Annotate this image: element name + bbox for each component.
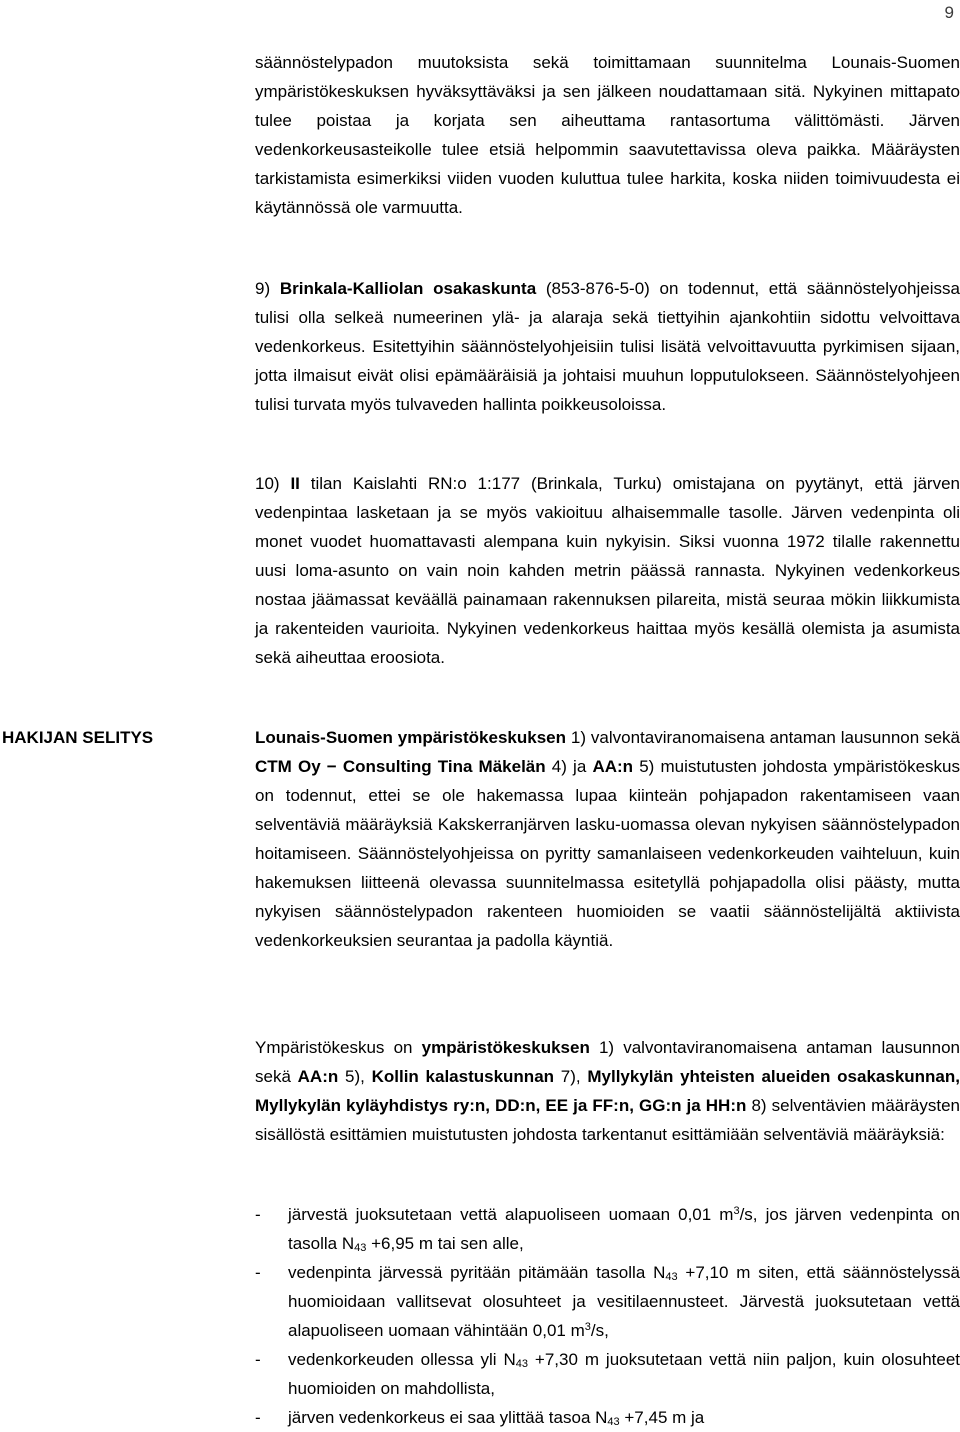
bold-name: AA:n — [297, 1067, 339, 1086]
list-item-text: vedenkorkeuden ollessa yli $N_{43} +7,30$ m juoksutetaan vettä niin paljon, kuin olosuhteet huomioiden on mahdollista, — [288, 1350, 960, 1398]
paragraph-intro — [255, 48, 960, 222]
applicant-explanation-1 — [255, 723, 960, 955]
bold-name: Myllykylän yhteisten alueiden osakaskunnan, Myllykylän kyläyhdistys ry:n, DD:n, EE ja FF:n, GG:n ja HH:n — [255, 1067, 960, 1115]
list-dash: - — [255, 1205, 261, 1224]
section-heading: HAKIJAN SELITYS — [2, 728, 154, 747]
list-dash: - — [255, 1408, 261, 1427]
page-number: 9 — [944, 3, 954, 22]
paragraph-10 — [255, 469, 960, 672]
list-item-text: järvestä juoksutetaan vettä alapuoliseen uomaan 0,01 $m^3/s$, jos järven vedenpinta on tasolla $N_{43} +6,95$ m tai sen alle, — [288, 1205, 960, 1254]
party-name: Brinkala-Kalliolan osakaskunta — [279, 279, 537, 298]
list-item-text: järven vedenkorkeus ei saa ylittää tasoa $N_{43} +7,45$ m ja — [288, 1408, 705, 1428]
text-run: 7), — [554, 1067, 588, 1086]
text-run: 4) ja — [545, 757, 593, 776]
list-item — [255, 1403, 960, 1432]
list-item — [255, 1200, 960, 1258]
text-run: 5) muistutusten johdosta ympäristökeskus on todennut, ettei se ole hakemassa lupaa kiinteän pohjapadon rakentamiseen vaan selventäviä määräyksiä Kakskerranjärven lasku-uomassa olevan nykyisen säännöstelypadon hoitamiseen. Säännöstelyohjeissa on pyritty samanlaiseen vedenkorkeuden vaihteluun, kuin hakemuksen liitteenä olevassa suunnitelmassa esitetyllä pohjapadolla olisi päästy, mutta nykyisen säännöstelypadon rakenteen huomioiden se vaatii säännöstelijältä aktiivista vedenkorkeuksien seurantaa ja padolla käyntiä. — [255, 757, 960, 950]
bold-name: AA:n — [592, 757, 634, 776]
text-run: 8) selventävien määräysten sisällöstä esittämien muistutusten johdosta tarkentanut esittämiään selventäviä määräyksiä: — [255, 1096, 960, 1144]
bold-name: ympäristökeskuksen — [421, 1038, 590, 1057]
paragraph-intro-text: säännöstelypadon muutoksista sekä toimittamaan suunnitelma Lounais-Suomen ympäristökeskuksen hyväksyttäväksi ja sen jälkeen noudattamaan sitä. Nykyinen mittapato tulee poistaa ja korjata sen aiheuttama rantasortuma välittömästi. Järven vedenkorkeusasteikolle tulee etsiä helpommin saavutettavissa oleva paikka. Määräysten tarkistamista esimerkiksi viiden vuoden kuluttua tulee harkita, koska niiden toimivuudesta ei käytännössä ole varmuutta. — [255, 53, 960, 217]
bold-name: CTM Oy − Consulting Tina Mäkelän — [255, 757, 546, 776]
item-number: 10) — [255, 474, 280, 493]
paragraph-text: (853-876-5-0) on todennut, että säännöstelyohjeissa tulisi olla selkeä numeerinen ylä- ja alaraja sekä tiettyihin ajankohtiin sidottu velvoittava vedenkorkeus. Esitettyihin säännöstelyohjeisiin tulisi lisätä velvoittavuutta pyrkimisen sijaan, jotta ilmaisut eivät olisi epämääräisiä ja johtaisi muuhun lopputulokseen. Säännöstelyohjeen tulisi turvata myös tulvaveden hallinta poikkeusoloissa. — [255, 279, 960, 414]
paragraph-text: tilan Kaislahti RN:o 1:177 (Brinkala, Turku) omistajana on pyytänyt, että järven vedenpintaa lasketaan ja se myös vakioituu alhaisemmalle tasolle. Järven vedenpinta oli monet vuodet huomattavasti alempana kuin nykyisin. Siksi vuonna 1972 tilalle rakennettu uusi loma-asunto on vain noin kahden metrin päässä rannasta. Nykyinen vedenkorkeus nostaa jäämassat keväällä painamaan rakennuksen pilareita, mistä seuraa mökin liikkumista ja rakenteiden vaurioita. Nykyinen vedenkorkeus haittaa myös kesällä olemista ja asumista sekä aiheuttaa eroosiota. — [255, 474, 960, 667]
text-run: 1) valvontaviranomaisena antaman lausunnon sekä — [566, 728, 960, 747]
regulation-list — [255, 1200, 960, 1432]
bold-name: Kollin kalastuskunnan — [371, 1067, 555, 1086]
party-name: II — [290, 474, 300, 493]
item-number: 9) — [255, 279, 271, 298]
applicant-explanation-2 — [255, 1033, 960, 1149]
paragraph-9 — [255, 274, 960, 419]
list-dash: - — [255, 1350, 261, 1369]
text-run: 1) valvontaviranomaisena antaman lausunnon sekä — [255, 1038, 960, 1086]
list-dash: - — [255, 1263, 261, 1282]
text-run: Ympäristökeskus on — [255, 1038, 422, 1057]
list-item — [255, 1258, 960, 1345]
text-run: 5), — [338, 1067, 372, 1086]
bold-name: Lounais-Suomen ympäristökeskuksen — [255, 728, 566, 747]
list-item-text: vedenpinta järvessä pyritään pitämään tasolla $N_{43} +7,10$ m siten, että säännöstelyssä huomioidaan vallitsevat olosuhteet ja vesitilaennusteet. Järvestä juoksutetaan vettä alapuoliseen uomaan vähintään 0,01 $m^3/s$, — [288, 1263, 960, 1340]
list-item — [255, 1345, 960, 1403]
